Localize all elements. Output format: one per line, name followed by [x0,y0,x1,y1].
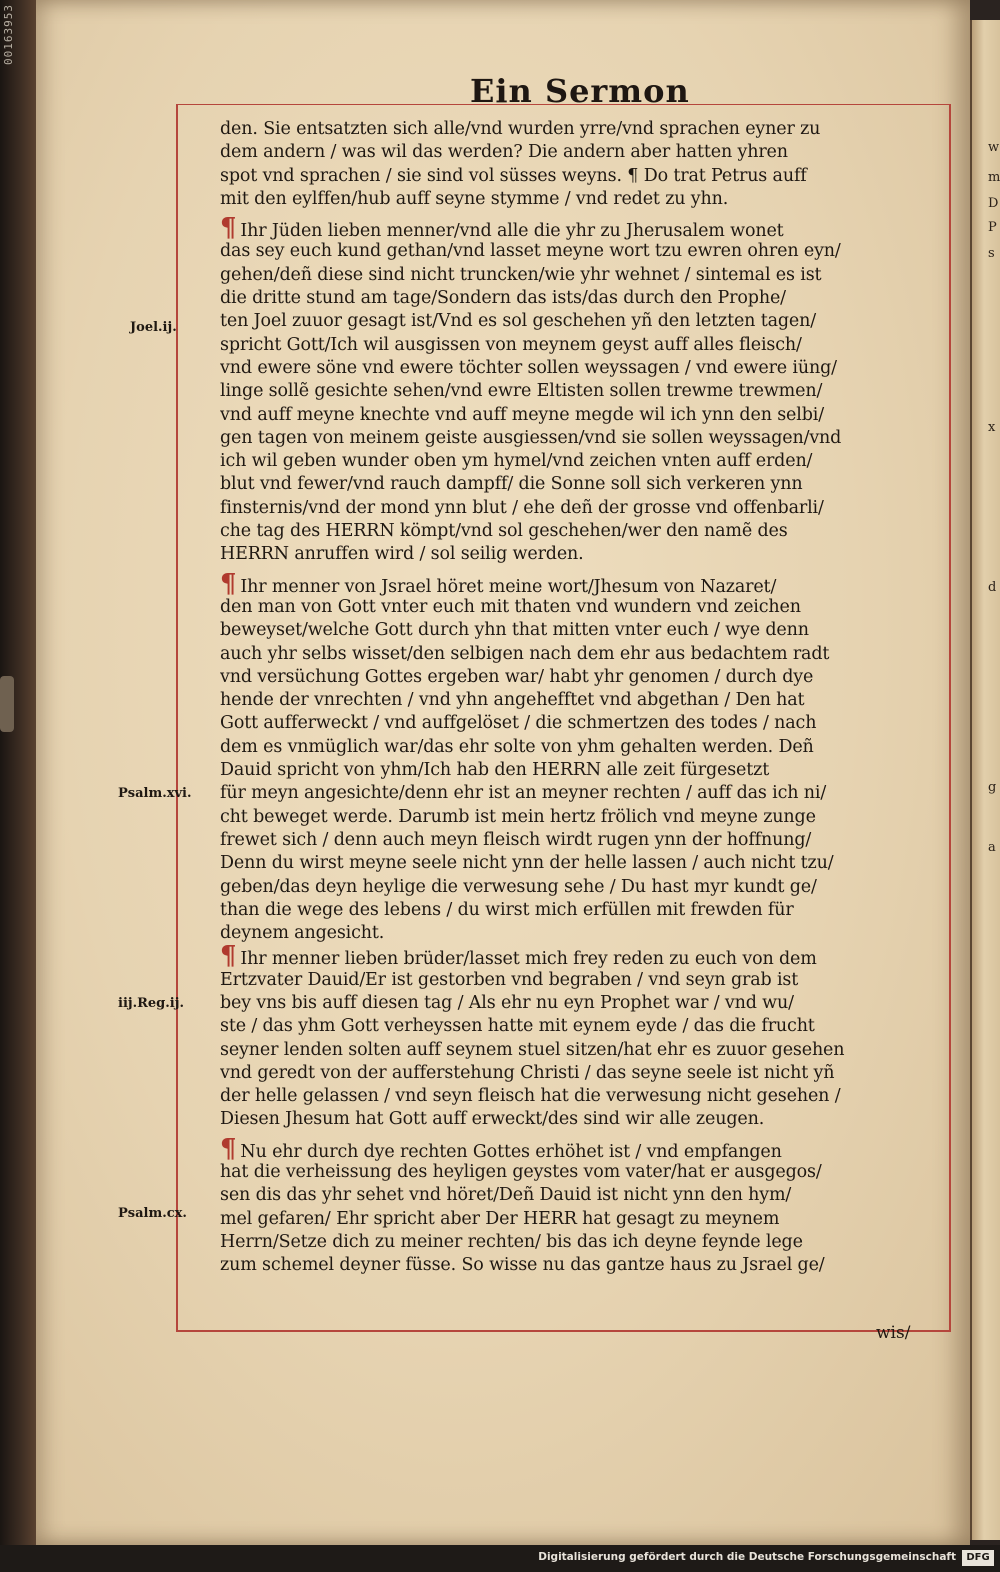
archive-binding-strip [0,0,36,1572]
text-line: ich wil geben wunder oben ym hymel/vnd zeichen vnten auff erden/ [220,451,813,472]
text-line: spot vnd sprachen / sie sind vol süsses weyns. ¶ Do trat Petrus auff [220,165,807,186]
adjacent-page-fragment: d [988,580,997,595]
text-line: deynem angesicht. [220,923,385,944]
text-line: beweyset/welche Gott durch yhn that mitten vnter euch / wye denn [220,620,809,641]
text-line: Herrn/Setze dich zu meiner rechten/ bis das ich deyne feynde lege [220,1231,803,1252]
text-line: den man von Gott vnter euch mit thaten vnd wundern vnd zeichen [220,596,801,617]
margin-note-reges: iij.Reg.ij. [118,996,184,1011]
catchword: wis/ [876,1323,911,1343]
text-line: gehen/deñ diese sind nicht truncken/wie yhr wehnet / sintemal es ist [220,264,822,285]
text-line: Denn du wirst meyne seele nicht ynn der helle lassen / auch nicht tzu/ [220,853,834,874]
text-line: gen tagen von meinem geiste ausgiessen/vnd sie sollen weyssagen/vnd [220,427,842,448]
pilcrow-icon: ¶ [220,572,237,596]
text-line-with-pilcrow [220,573,948,596]
margin-note-psalm-16: Psalm.xvi. [118,786,192,801]
text-line: der helle gelassen / vnd seyn fleisch hat die verwesung nicht gesehen / [220,1086,841,1107]
text-line: Gott aufferweckt / vnd auffgelöset / die schmertzen des todes / nach [220,713,817,734]
margin-note-psalm-110: Psalm.cx. [118,1206,187,1221]
text-line: linge sollẽ gesichte sehen/vnd ewre Eltisten sollen trewme trewmen/ [220,381,823,402]
adjacent-page-fragment: P [988,220,997,235]
text-line-with-pilcrow [220,1138,948,1161]
text-line: frewet sich / denn auch meyn fleisch wirdt rugen ynn der hoffnung/ [220,829,812,850]
adjacent-page-fragment: m [988,170,1000,185]
adjacent-page-edge [970,20,1000,1540]
text-line: sen dis das yhr sehet vnd höret/Deñ Dauid ist nicht ynn den hym/ [220,1185,792,1206]
adjacent-page-fragment: x [988,420,996,435]
text-line: seyner lenden solten auff seynem stuel sitzen/hat ehr es zuuor gesehen [220,1039,845,1060]
text-line: HERRN anruffen wird / sol seilig werden. [220,544,584,565]
text-line: Nu ehr durch dye rechten Gottes erhöhet ist / vnd empfangen [240,1141,782,1162]
binding-blot [0,676,14,732]
text-line-with-pilcrow [220,945,948,968]
text-line: che tag des HERRN kömpt/vnd sol geschehen/wer den namẽ des [220,521,788,542]
text-line: than die wege des lebens / du wirst mich erfüllen mit frewden für [220,899,794,920]
adjacent-page-fragment: w [988,140,1000,155]
text-line: finsternis/vnd der mond ynn blut / ehe deñ der grosse vnd offenbarli/ [220,497,824,518]
dfg-logo-icon: DFG [962,1550,994,1566]
text-line: Diesen Jhesum hat Gott auff erweckt/des sind wir alle zeugen. [220,1109,765,1130]
body-text [220,118,948,1318]
text-line: den. Sie entsatzten sich alle/vnd wurden yrre/vnd sprachen eyner zu [220,119,821,139]
text-line: ste / das yhm Gott verheyssen hatte mit eynem eyde / das die frucht [220,1016,815,1037]
adjacent-page-fragment: D [988,196,999,211]
text-line: auch yhr selbs wisset/den selbigen nach dem ehr aus bedachtem radt [220,643,830,664]
text-line: vnd auff meyne knechte vnd auff meyne megde wil ich ynn den selbi/ [220,404,824,425]
text-line: vnd ewere söne vnd ewere töchter sollen weyssagen / vnd ewere iüng/ [220,357,837,378]
adjacent-page-fragment: s [988,246,995,261]
text-line: Ihr menner von Jsrael höret meine wort/Jhesum von Nazaret/ [240,576,777,596]
text-line: die dritte stund am tage/Sondern das ists/das durch den Prophe/ [220,288,786,309]
text-line: cht beweget werde. Darumb ist mein hertz frölich vnd meyne zunge [220,806,816,827]
text-line: Ihr menner lieben brüder/lasset mich frey reden zu euch von dem [240,949,817,969]
text-line: mel gefaren/ Ehr spricht aber Der HERR hat gesagt zu meynem [220,1208,780,1229]
text-line: das sey euch kund gethan/vnd lasset meyne wort tzu ewren ohren eyn/ [220,241,841,262]
text-line: für meyn angesichte/denn ehr ist an meyner rechten / auff das ich ni/ [220,783,827,804]
text-line: zum schemel deyner füsse. So wisse nu das gantze haus zu Jsrael ge/ [220,1255,825,1276]
digitization-footer [0,1545,1000,1572]
text-line: dem es vnmüglich war/das ehr solte von yhm gehalten werden. Deñ [220,736,814,757]
margin-note-joel: Joel.ij. [130,320,177,335]
paragraph [220,945,948,1131]
text-line: Dauid spricht von yhm/Ich hab den HERRN alle zeit fürgesetzt [220,760,770,781]
text-line: hat die verheissung des heyligen geystes vom vater/hat er ausgegos/ [220,1162,822,1183]
text-line: dem andern / was wil das werden? Die andern aber hatten yhren [220,142,788,163]
paragraph [220,1138,948,1278]
adjacent-page-fragment: g [988,780,997,795]
text-line: vnd geredt von der aufferstehung Christi / das seyne seele ist nicht yñ [220,1062,835,1083]
pilcrow-icon: ¶ [220,1137,237,1162]
pilcrow-icon: ¶ [220,217,237,241]
text-line: bey vns bis auff diesen tag / Als ehr nu eyn Prophet war / vnd wu/ [220,992,794,1013]
text-line: ten Joel zuuor gesagt ist/Vnd es sol geschehen yñ den letzten tagen/ [220,311,817,332]
text-line: spricht Gott/Ich wil ausgissen von meynem geyst auff alles fleisch/ [220,334,802,355]
text-line: hende der vnrechten / vnd yhn angehefftet vnd abgethan / Den hat [220,690,805,711]
pilcrow-icon: ¶ [220,945,237,969]
text-line: Ertzvater Dauid/Er ist gestorben vnd begraben / vnd seyn grab ist [220,969,799,990]
text-line: vnd versüchung Gottes ergeben war/ habt yhr genomen / durch dye [220,666,814,687]
adjacent-page-fragment: a [988,840,996,855]
paragraph [220,118,948,211]
text-line: mit den eylffen/hub auff seyne stymme / vnd redet zu yhn. [220,188,729,209]
text-line-with-pilcrow [220,217,948,240]
text-line: geben/das deyn heylige die verwesung sehe / Du hast myr kundt ge/ [220,876,817,897]
paragraph [220,217,948,566]
running-title: Ein Sermon [470,72,690,110]
text-line: Ihr Jüden lieben menner/vnd alle die yhr zu Jherusalem wonet [240,221,784,241]
paragraph [220,573,948,946]
funding-credit: Digitalisierung gefördert durch die Deutsche Forschungsgemeinschaft [538,1551,956,1563]
text-line: blut vnd fewer/vnd rauch dampff/ die Sonne soll sich verkeren ynn [220,474,803,495]
archive-id: 00163953 [2,4,15,65]
